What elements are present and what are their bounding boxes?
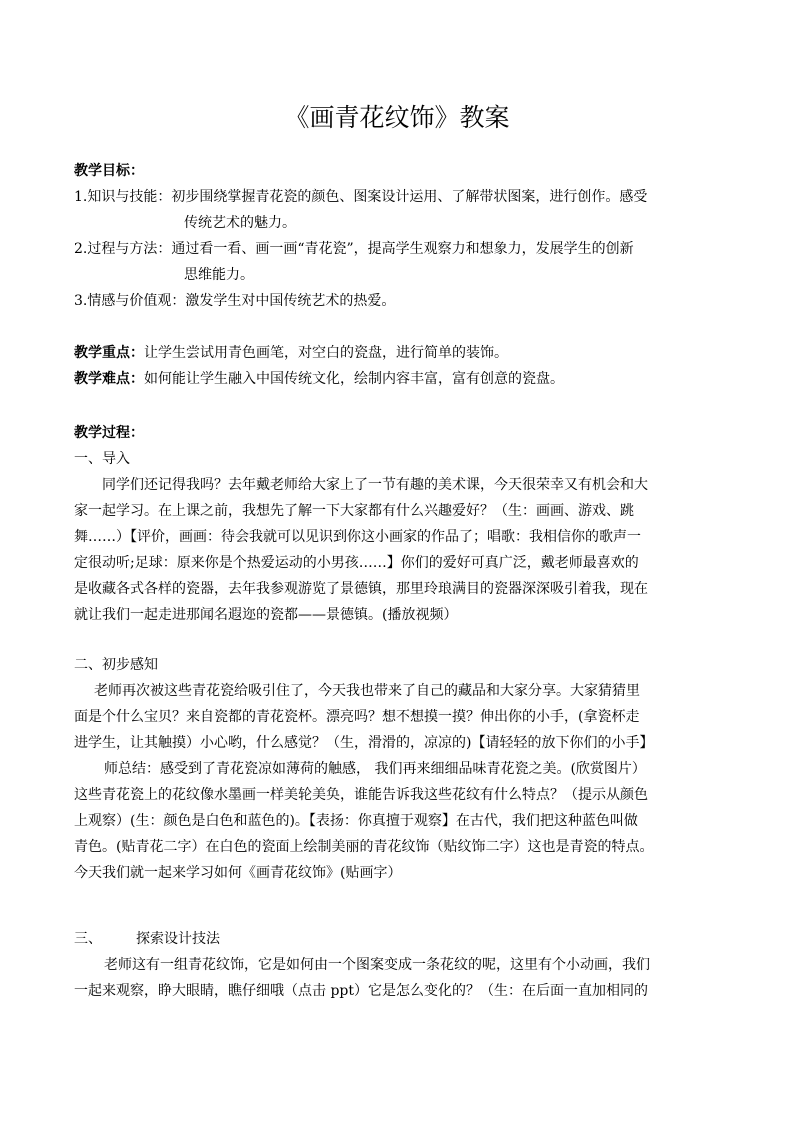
key-point-text: 让学生尝试用青色画笔，对空白的瓷盘，进行简单的装饰。 (144, 345, 508, 361)
difficult-point (74, 366, 724, 392)
section-2-line: 上观察）(生：颜色是白色和蓝色的)。【表扬：你真擅于观察】在古代，我们把这种蓝色叫做 (74, 813, 638, 829)
process-heading: 教学过程： (74, 425, 144, 441)
section-2-heading: 二、初步感知 (74, 657, 158, 673)
section-3-number: 三、 (74, 931, 102, 947)
section-2-line: 青色。(贴青花二字）在白色的瓷面上绘制美丽的青花纹饰（贴纹饰二字）这也是青瓷的特点。 (74, 839, 654, 855)
objective-3: 3.情感与价值观：激发学生对中国传统艺术的热爱。 (74, 293, 396, 309)
objectives-section (74, 158, 724, 314)
difficult-point-label: 教学难点： (74, 371, 144, 387)
difficult-point-text: 如何能让学生融入中国传统文化，绘制内容丰富，富有创意的瓷盘。 (144, 371, 564, 387)
objective-1-line-1: 1.知识与技能：初步围绕掌握青花瓷的颜色、图案设计运用、了解带状图案，进行创作。感受 (74, 189, 648, 205)
section-1-line: 家一起学习。在上课之前，我想先了解一下大家都有什么兴趣爱好？（生：画画、游戏、跳 (74, 503, 634, 519)
section-2-line: 进学生，让其触摸）小心哟，什么感觉？（生，滑滑的，凉凉的)【请轻轻的放下你们的小手】 (74, 735, 654, 751)
section-3 (74, 926, 724, 1004)
objective-2-line-2: 思维能力。 (184, 267, 254, 283)
objective-1-line-2: 传统艺术的魅力。 (184, 215, 296, 231)
key-point-label: 教学重点： (74, 345, 144, 361)
section-2-line: 老师再次被这些青花瓷给吸引住了，今天我也带来了自己的藏品和大家分享。大家猜猜里 (94, 683, 640, 699)
points-section (74, 340, 724, 392)
section-1-line: 定很动听;足球：原来你是个热爱运动的小男孩……】你们的爱好可真广泛，戴老师最喜欢的 (74, 555, 639, 571)
section-1-line: 就让我们一起走进那闻名遐迩的瓷都——景德镇。(播放视频） (74, 607, 458, 623)
section-2-line: 师总结：感受到了青花瓷凉如薄荷的触感， 我们再来细细品味青花瓷之美。(欣赏图片） (104, 761, 646, 777)
section-2 (74, 652, 724, 886)
section-1-line: 舞……）【评价，画画：待会我就可以见识到你这小画家的作品了；唱歌：我相信你的歌声一 (74, 529, 641, 545)
document-title: 《画青花纹饰》教案 (284, 103, 510, 132)
objectives-heading: 教学目标： (74, 163, 144, 179)
section-2-line: 今天我们就一起来学习如何《画青花纹饰》(贴画字） (74, 865, 402, 881)
section-2-line: 面是个什么宝贝？来自瓷都的青花瓷杯。漂亮吗？想不想摸一摸？伸出你的小手，(拿瓷杯走 (74, 709, 640, 725)
section-1-line: 同学们还记得我吗？去年戴老师给大家上了一节有趣的美术课，今天很荣幸又有机会和大 (102, 477, 648, 493)
section-1-line: 是收藏各式各样的瓷器，去年我参观游览了景德镇，那里玲琅满目的瓷器深深吸引着我，现在 (74, 581, 648, 597)
process-section (74, 420, 724, 628)
section-1-heading: 一、导入 (74, 451, 130, 467)
section-3-title: 探索设计技法 (136, 931, 220, 947)
section-3-heading (74, 926, 724, 952)
objective-2-line-1: 2.过程与方法：通过看一看、画一画“青花瓷”，提高学生观察力和想象力，发展学生的创新 (74, 241, 634, 257)
section-3-line: 一起来观察，睁大眼睛，瞧仔细哦（点击 ppt）它是怎么变化的？（生：在后面一直加相同的 (74, 983, 648, 999)
section-2-line: 这些青花瓷上的花纹像水墨画一样美轮美奂，谁能告诉我这些花纹有什么特点？（提示从颜色 (74, 787, 648, 803)
key-point (74, 340, 724, 366)
section-3-line: 老师这有一组青花纹饰，它是如何由一个图案变成一条花纹的呢，这里有个小动画，我们 (104, 957, 650, 973)
